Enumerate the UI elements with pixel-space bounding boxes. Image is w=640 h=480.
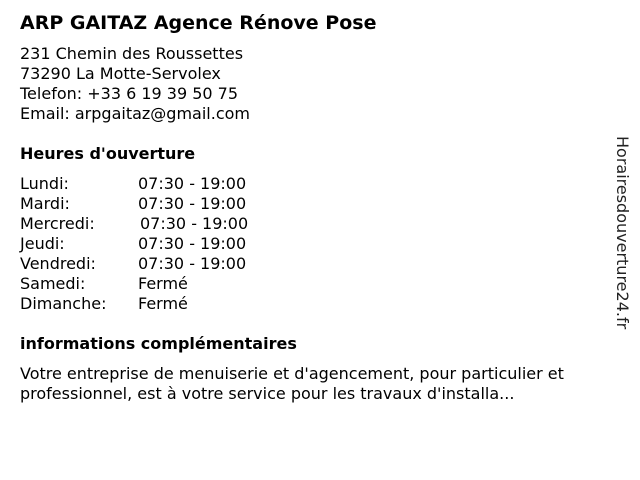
hours-row-saturday	[20, 274, 320, 294]
hours-row-sunday	[20, 294, 320, 314]
day-hours: 07:30 - 19:00	[138, 234, 247, 253]
day-label: Lundi:	[20, 174, 69, 193]
day-hours: 07:30 - 19:00	[138, 254, 247, 273]
hours-row-tuesday	[20, 194, 320, 214]
day-label: Dimanche:	[20, 294, 107, 313]
business-name: ARP GAITAZ Agence Rénove Pose	[20, 12, 377, 34]
day-label: Jeudi:	[20, 234, 65, 253]
email-address: Email: arpgaitaz@gmail.com	[20, 104, 250, 123]
day-hours: 07:30 - 19:00	[138, 174, 247, 193]
day-hours: 07:30 - 19:00	[140, 214, 249, 233]
day-label: Vendredi:	[20, 254, 96, 273]
business-description: Votre entreprise de menuiserie et d'agencement, pour particulier et professionnel, est à votre service pour les travaux d'installa...	[20, 364, 564, 403]
hours-row-friday	[20, 254, 320, 274]
hours-row-wednesday	[20, 214, 320, 234]
address-street: 231 Chemin des Roussettes	[20, 44, 244, 63]
hours-row-monday	[20, 174, 320, 194]
day-hours: Fermé	[138, 294, 188, 313]
day-hours: 07:30 - 19:00	[138, 194, 247, 213]
day-label: Mardi:	[20, 194, 70, 213]
opening-hours-heading: Heures d'ouverture	[20, 144, 196, 163]
day-hours: Fermé	[138, 274, 188, 293]
additional-info-heading: informations complémentaires	[20, 334, 297, 353]
phone-number: Telefon: +33 6 19 39 50 75	[20, 84, 239, 103]
day-label: Samedi:	[20, 274, 86, 293]
address-city: 73290 La Motte-Servolex	[20, 64, 221, 83]
day-label: Mercredi:	[20, 214, 95, 233]
hours-row-thursday	[20, 234, 320, 254]
site-watermark: Horairesdouverture24.fr	[613, 136, 632, 330]
